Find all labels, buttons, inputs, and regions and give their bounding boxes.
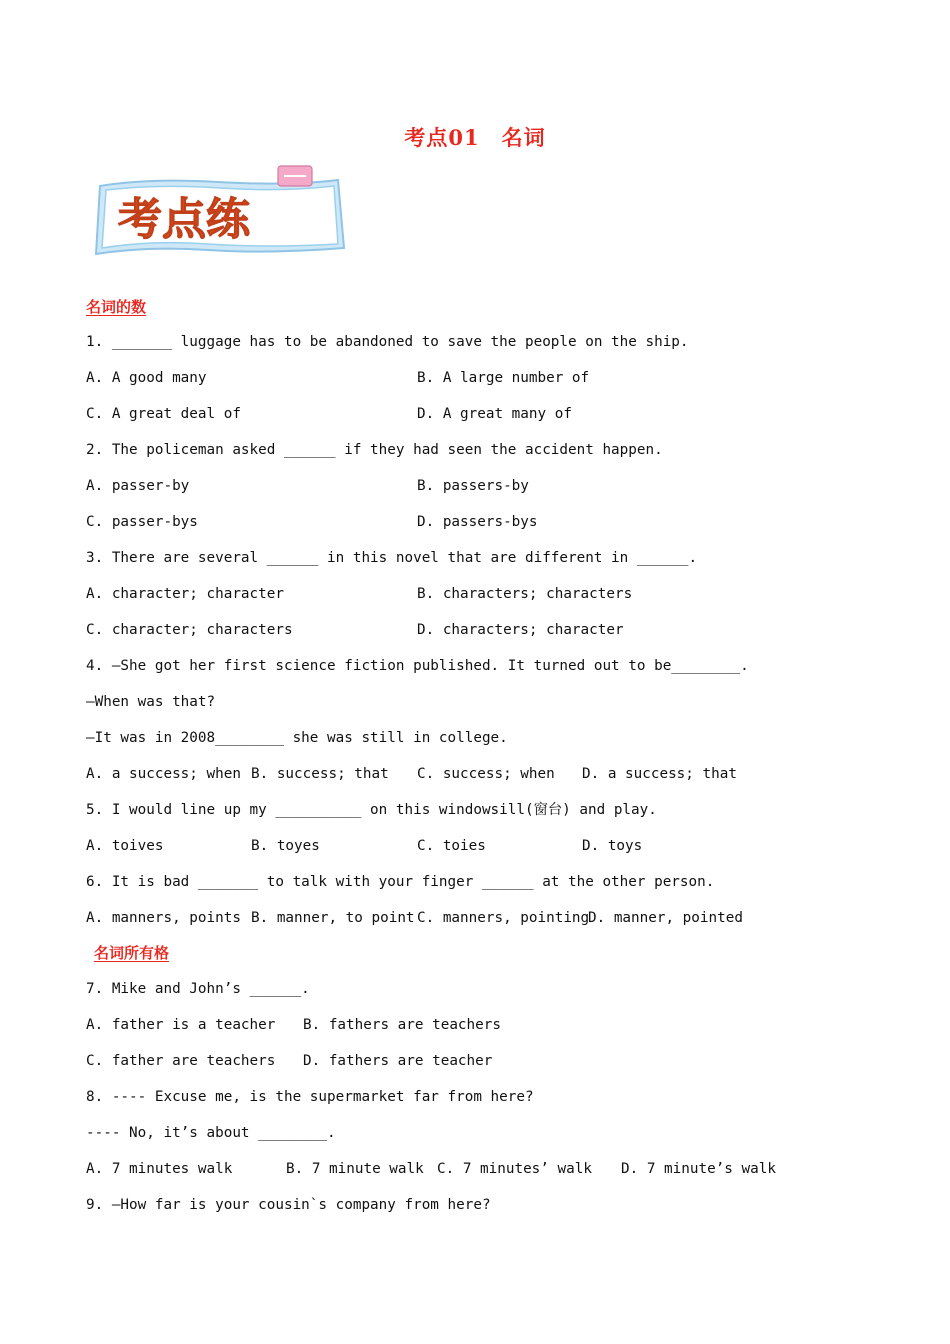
option-3c: C. character; characters <box>86 622 293 638</box>
paper-clip-icon <box>278 166 312 186</box>
option-1c: C. A great deal of <box>86 406 241 422</box>
question-1-stem: 1. _______ luggage has to be abandoned to save the people on the ship. <box>86 334 689 350</box>
banner-text: 考点练 <box>118 194 250 245</box>
question-7-stem: 7. Mike and John’s ______. <box>86 981 310 997</box>
option-5b: B. toyes <box>251 838 320 854</box>
option-8d: D. 7 minute’s walk <box>621 1161 776 1177</box>
option-7d: D. fathers are teacher <box>303 1053 493 1069</box>
option-2d: D. passers-bys <box>417 514 538 530</box>
question-4-line-2: —When was that? <box>86 694 216 710</box>
question-2-stem: 2. The policeman asked ______ if they had seen the accident happen. <box>86 442 663 458</box>
question-4-stem: 4. —She got her first science fiction published. It turned out to be________. <box>86 658 749 674</box>
option-2b: B. passers-by <box>417 478 529 494</box>
option-4b: B. success; that <box>251 766 389 782</box>
option-8b: B. 7 minute walk <box>286 1161 424 1177</box>
option-4d: D. a success; that <box>582 766 737 782</box>
option-8a: A. 7 minutes walk <box>86 1161 233 1177</box>
option-2c: C. passer-bys <box>86 514 198 530</box>
option-1d: D. A great many of <box>417 406 572 422</box>
option-6d: D. manner, pointed <box>588 910 743 926</box>
option-5a: A. toives <box>86 838 164 854</box>
section-heading-number: 名词的数 <box>86 298 147 316</box>
option-7b: B. fathers are teachers <box>303 1017 501 1033</box>
option-5d: D. toys <box>582 838 643 854</box>
option-6c: C. manners, pointing <box>417 910 590 926</box>
option-4a: A. a success; when <box>86 766 241 782</box>
page-title: 考点01 名词 <box>404 125 546 150</box>
question-3-stem: 3. There are several ______ in this novel that are different in ______. <box>86 550 698 566</box>
option-3d: D. characters; character <box>417 622 624 638</box>
option-6a: A. manners, points <box>86 910 241 926</box>
option-1b: B. A large number of <box>417 370 590 386</box>
option-7c: C. father are teachers <box>86 1053 276 1069</box>
question-8-stem: 8. ---- Excuse me, is the supermarket far from here? <box>86 1089 534 1105</box>
option-5c: C. toies <box>417 838 486 854</box>
question-6-stem: 6. It is bad _______ to talk with your finger ______ at the other person. <box>86 874 715 890</box>
question-9-stem: 9. —How far is your cousin`s company from here? <box>86 1197 491 1213</box>
option-4c: C. success; when <box>417 766 555 782</box>
question-8-line-2: ---- No, it’s about ________. <box>86 1125 336 1141</box>
option-2a: A. passer-by <box>86 478 190 494</box>
option-1a: A. A good many <box>86 370 207 386</box>
question-5-stem: 5. I would line up my __________ on this windowsill(窗台) and play. <box>86 802 657 818</box>
option-7a: A. father is a teacher <box>86 1017 276 1033</box>
section-heading-possessive: 名词所有格 <box>94 944 170 962</box>
option-6b: B. manner, to point <box>251 910 415 926</box>
option-3b: B. characters; characters <box>417 586 633 602</box>
kaodianlian-banner <box>88 164 350 260</box>
question-4-line-3: —It was in 2008________ she was still in college. <box>86 730 508 746</box>
option-8c: C. 7 minutes’ walk <box>437 1161 592 1177</box>
option-3a: A. character; character <box>86 586 284 602</box>
